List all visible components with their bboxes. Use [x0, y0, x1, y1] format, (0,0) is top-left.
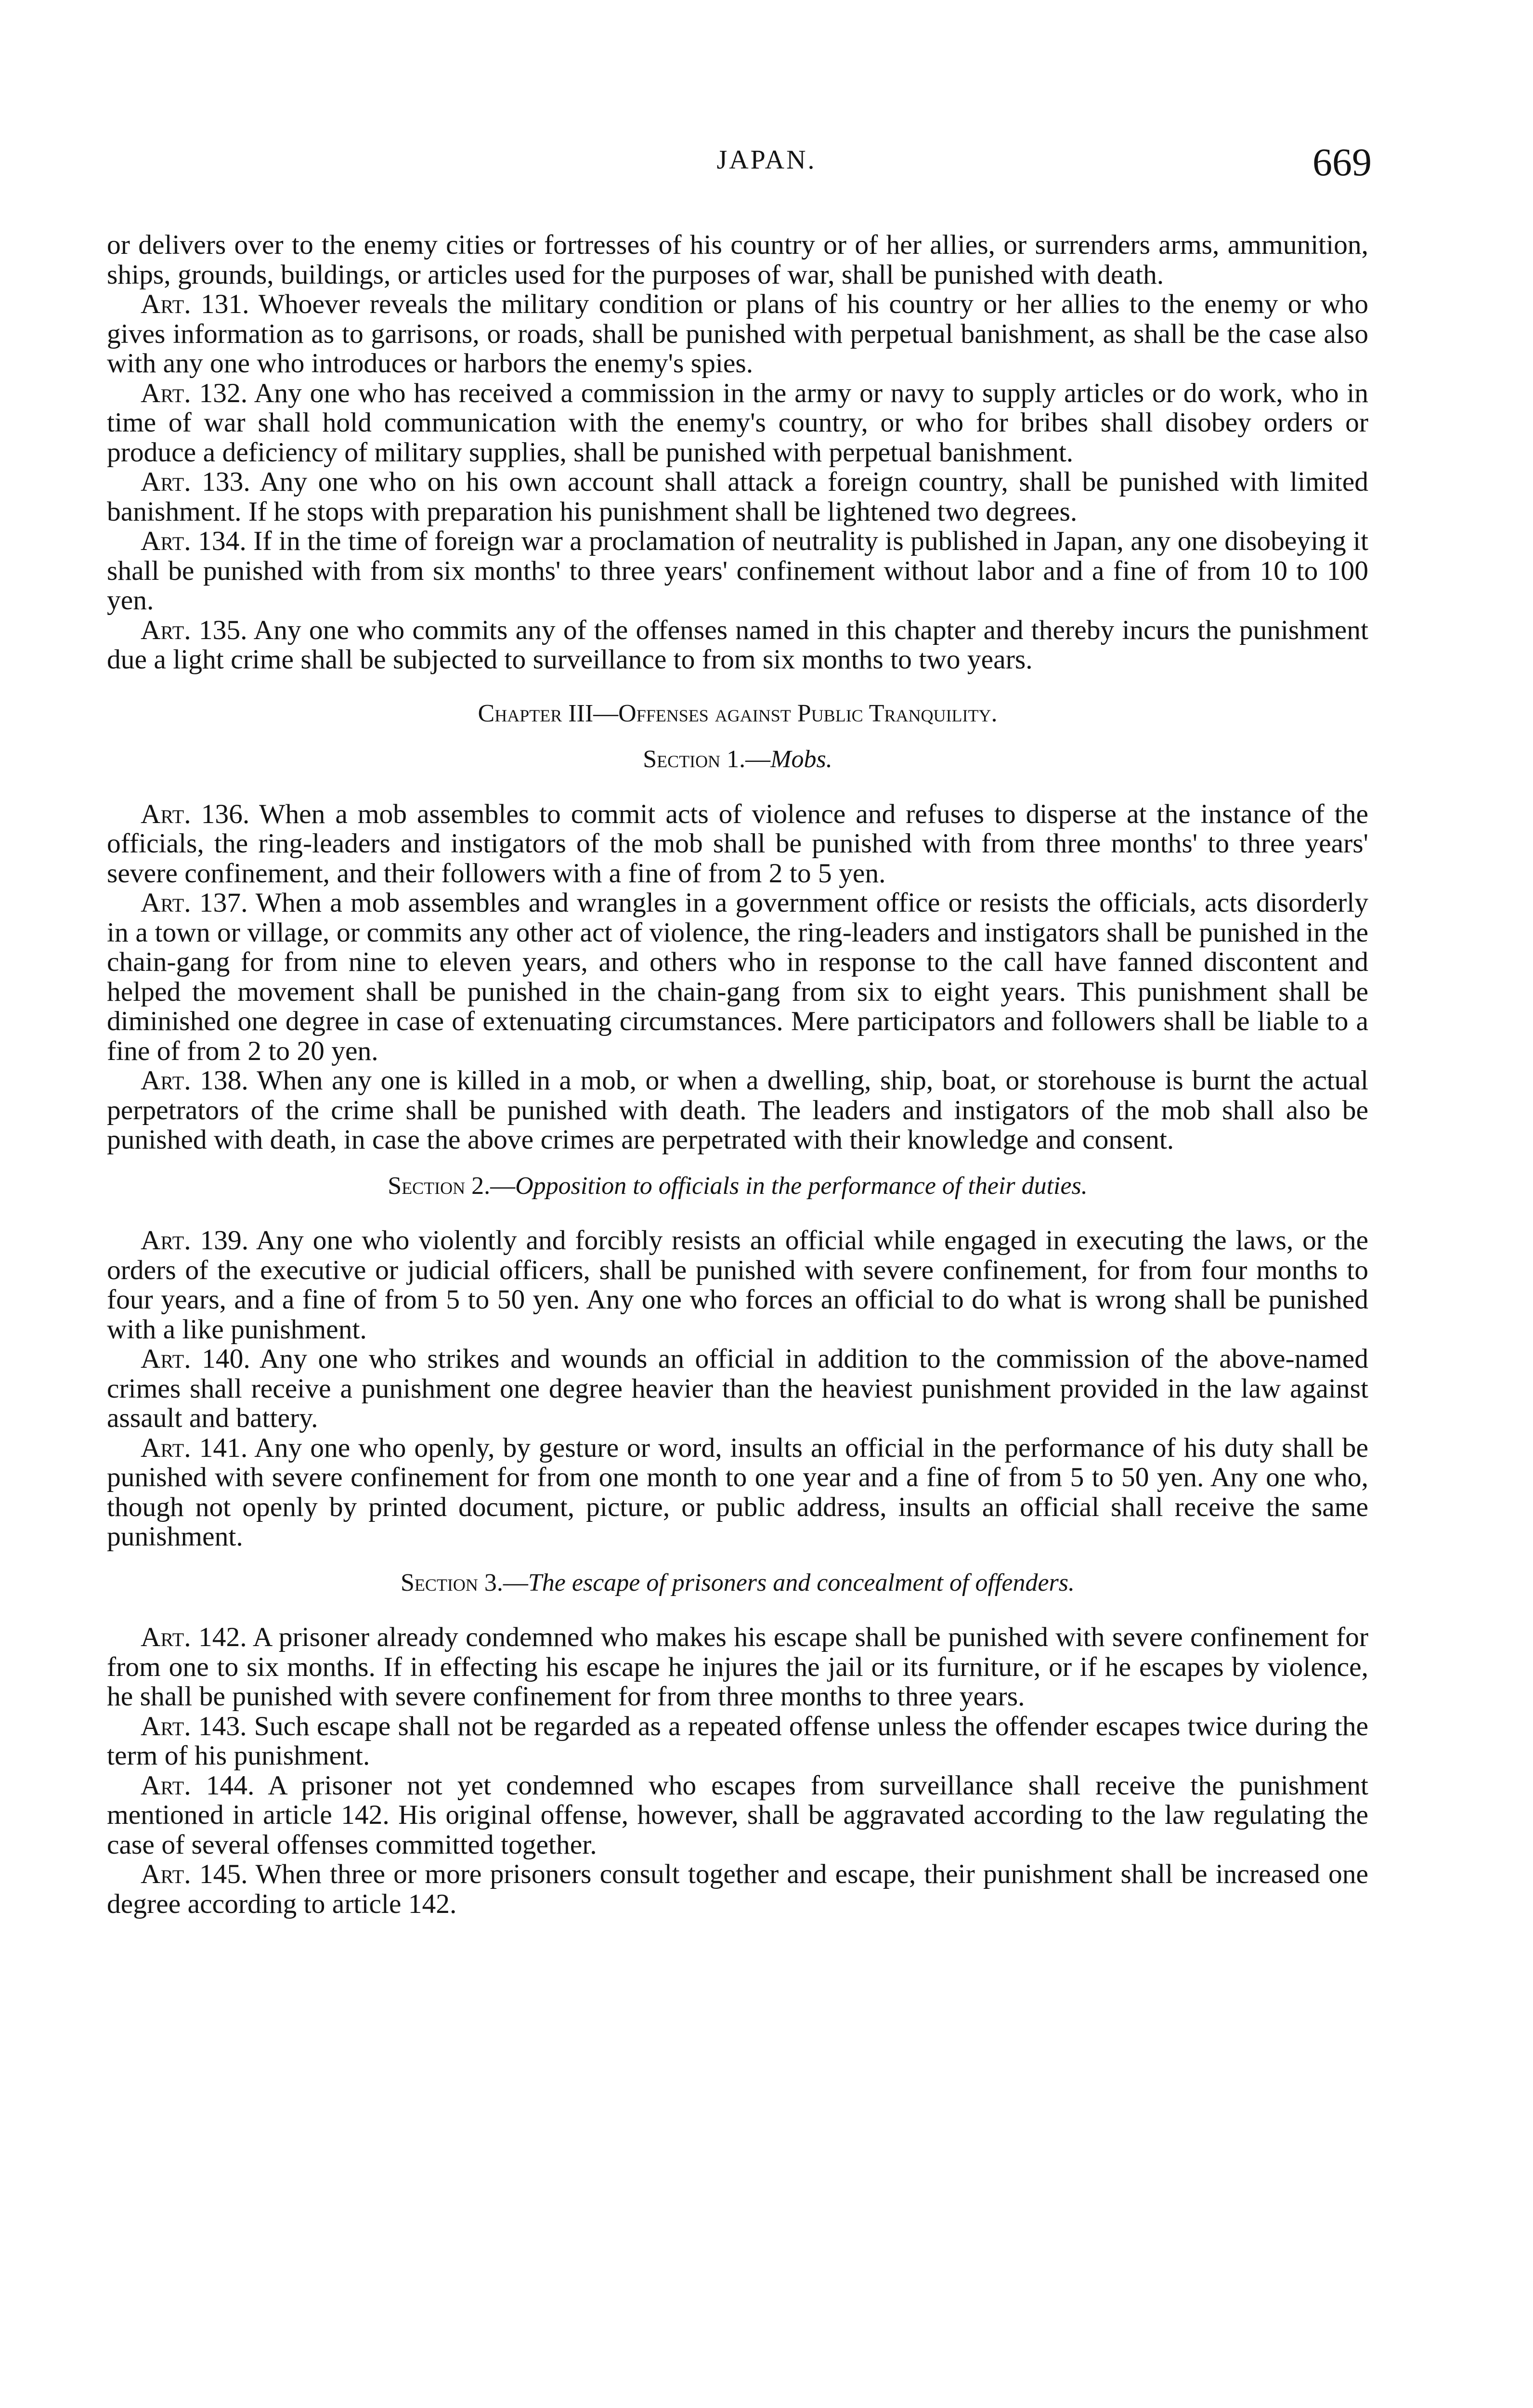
article-number: 134. — [198, 526, 247, 556]
article-text: A prisoner not yet condemned who escapes from surveillance shall receive the punishment mentioned in article 142. His original offense, however, shall be aggravated according to the law regulating the case of several offenses committed together. — [107, 1770, 1368, 1860]
section-title: The escape of prisoners and concealment of offenders. — [528, 1569, 1075, 1597]
article-number: 133. — [202, 467, 250, 497]
article-141 — [107, 1433, 1368, 1552]
article-text: Any one who has received a commission in the army or navy to supply articles or do work, who in time of war shall hold communication with the enemy's country, or who for bribes shall disobey orders or produce a deficiency of military supplies, shall be punished with perpetual banishment. — [107, 378, 1369, 468]
section-label: Section 1.— — [643, 746, 771, 773]
article-number: 142. — [198, 1622, 247, 1652]
article-text: When a mob assembles to commit acts of violence and refuses to disperse at the instance of the officials, the ring-leaders and instigators of the mob shall be punished with from three months' to three years' severe confinement, and their followers with a fine of from 2 to 5 yen. — [107, 798, 1368, 889]
body-text — [107, 230, 1368, 1919]
article-133 — [107, 467, 1368, 526]
article-text: Any one who openly, by gesture or word, insults an official in the performance of his duty shall be punished with severe confinement for from one month to one year and a fine of from 5 to 50 yen. Any one who, though not openly by printed document, picture, or public address, insults an official shall receive the same punishment. — [107, 1432, 1369, 1552]
chapter-heading: Chapter III—Offenses against Public Tranquility. — [478, 699, 998, 727]
article-text: If in the time of foreign war a proclamation of neutrality is published in Japan, any one disobeying it shall be punished with from six months' to three years' confinement without labor and a fine of from 10 to 100 yen. — [107, 526, 1369, 615]
article-number: 141. — [199, 1432, 248, 1463]
article-text: When a mob assembles and wrangles in a government office or resists the officials, acts disorderly in a town or village, or commits any other act of violence, the ring-leaders and instigators shall be punished in the chain-gang for from nine to eleven years, and others who in response to the call have fanned discontent and helped the movement shall be punished in the chain-gang from six to eight years. This punishment shall be diminished one degree in case of extenuating circumstances. Mere participators and followers shall be liable to a fine of from 2 to 20 yen. — [107, 888, 1368, 1066]
article-text: Any one who strikes and wounds an official in addition to the commission of the above-named crimes shall receive a punishment one degree heavier than the heaviest punishment provided in the law against assault and battery. — [107, 1344, 1368, 1433]
article-number: 138. — [200, 1065, 248, 1096]
article-label: Art. — [141, 888, 191, 918]
article-label: Art. — [141, 289, 191, 319]
article-text: When any one is killed in a mob, or when a dwelling, ship, boat, or storehouse is burnt the actual perpetrators of the crime shall be punished with death. The leaders and instigators of the mob shall also be punished with death, in case the above crimes are perpetrated with their knowledge and consent. — [107, 1065, 1369, 1155]
article-number: 143. — [198, 1711, 247, 1741]
section-3-heading — [107, 1568, 1368, 1598]
article-label: Art. — [141, 378, 191, 408]
running-header — [0, 140, 1533, 193]
article-number: 144. — [206, 1770, 255, 1801]
article-number: 145. — [199, 1859, 248, 1889]
article-label: Art. — [141, 1432, 191, 1463]
article-label: Art. — [141, 1065, 191, 1096]
section-label: Section 3.— — [400, 1569, 528, 1597]
article-134 — [107, 526, 1368, 615]
article-label: Art. — [141, 798, 191, 829]
article-label: Art. — [141, 615, 191, 645]
article-label: Art. — [141, 467, 191, 497]
article-137 — [107, 888, 1368, 1066]
section-label: Section 2.— — [388, 1172, 516, 1200]
article-number: 132. — [199, 378, 248, 408]
article-139 — [107, 1226, 1368, 1344]
article-label: Art. — [141, 1225, 191, 1256]
article-text: Any one who commits any of the offenses named in this chapter and thereby incurs the punishment due a light crime shall be subjected to surveillance to from six months to two years. — [107, 615, 1369, 675]
article-145 — [107, 1859, 1368, 1919]
article-text: Any one who violently and forcibly resists an official while engaged in executing the laws, or the orders of the executive or judicial officers, shall be punished with severe confinement, for from four months to four years, and a fine of from 5 to 50 yen. Any one who forces an official to do what is wrong shall be punished with a like punishment. — [107, 1225, 1369, 1345]
article-text: Any one who on his own account shall attack a foreign country, shall be punished with limited banishment. If he stops with preparation his punishment shall be lightened two degrees. — [107, 467, 1369, 527]
running-title: JAPAN. — [716, 145, 817, 175]
article-140 — [107, 1344, 1368, 1433]
article-text: When three or more prisoners consult together and escape, their punishment shall be increased one degree according to article 142. — [107, 1859, 1368, 1919]
article-number: 139. — [200, 1225, 249, 1256]
continued-paragraph: or delivers over to the enemy cities or fortresses of his country or of her allies, or surrenders arms, ammunition, ships, grounds, buildings, or articles used for the purposes of war, shall be punished with death. — [107, 230, 1368, 290]
article-label: Art. — [141, 526, 191, 556]
article-text: A prisoner already condemned who makes his escape shall be punished with severe confinement for from one to six months. If in effecting his escape he injures the jail or its furniture, or if he escapes by violence, he shall be punished with severe confinement for from three months to three years. — [107, 1622, 1368, 1712]
section-title: Opposition to officials in the performance of their duties. — [515, 1172, 1088, 1200]
article-label: Art. — [141, 1622, 191, 1652]
section-2-heading — [107, 1171, 1368, 1201]
article-142 — [107, 1623, 1368, 1712]
article-label: Art. — [141, 1344, 191, 1374]
article-143 — [107, 1712, 1368, 1771]
article-number: 137. — [199, 888, 248, 918]
article-number: 135. — [198, 615, 247, 645]
article-135 — [107, 615, 1368, 675]
section-title: Mobs. — [770, 746, 832, 773]
article-text: Whoever reveals the military condition or plans of his country or her allies to the enemy or who gives information as to garrisons, or roads, shall be punished with perpetual banishment, as shall be the case also with any one who introduces or harbors the enemy's spies. — [107, 289, 1368, 379]
article-136 — [107, 799, 1368, 889]
page-number: 669 — [1312, 140, 1372, 184]
article-label: Art. — [141, 1859, 191, 1889]
article-131 — [107, 289, 1368, 379]
section-1-heading — [107, 745, 1368, 774]
article-text: Such escape shall not be regarded as a repeated offense unless the offender escapes twice during the term of his punishment. — [107, 1711, 1369, 1771]
article-number: 131. — [200, 289, 249, 319]
article-144 — [107, 1771, 1368, 1860]
article-label: Art. — [141, 1770, 191, 1801]
article-132 — [107, 379, 1368, 468]
article-label: Art. — [141, 1711, 191, 1741]
article-number: 136. — [201, 798, 250, 829]
article-number: 140. — [202, 1344, 250, 1374]
article-138 — [107, 1066, 1368, 1155]
